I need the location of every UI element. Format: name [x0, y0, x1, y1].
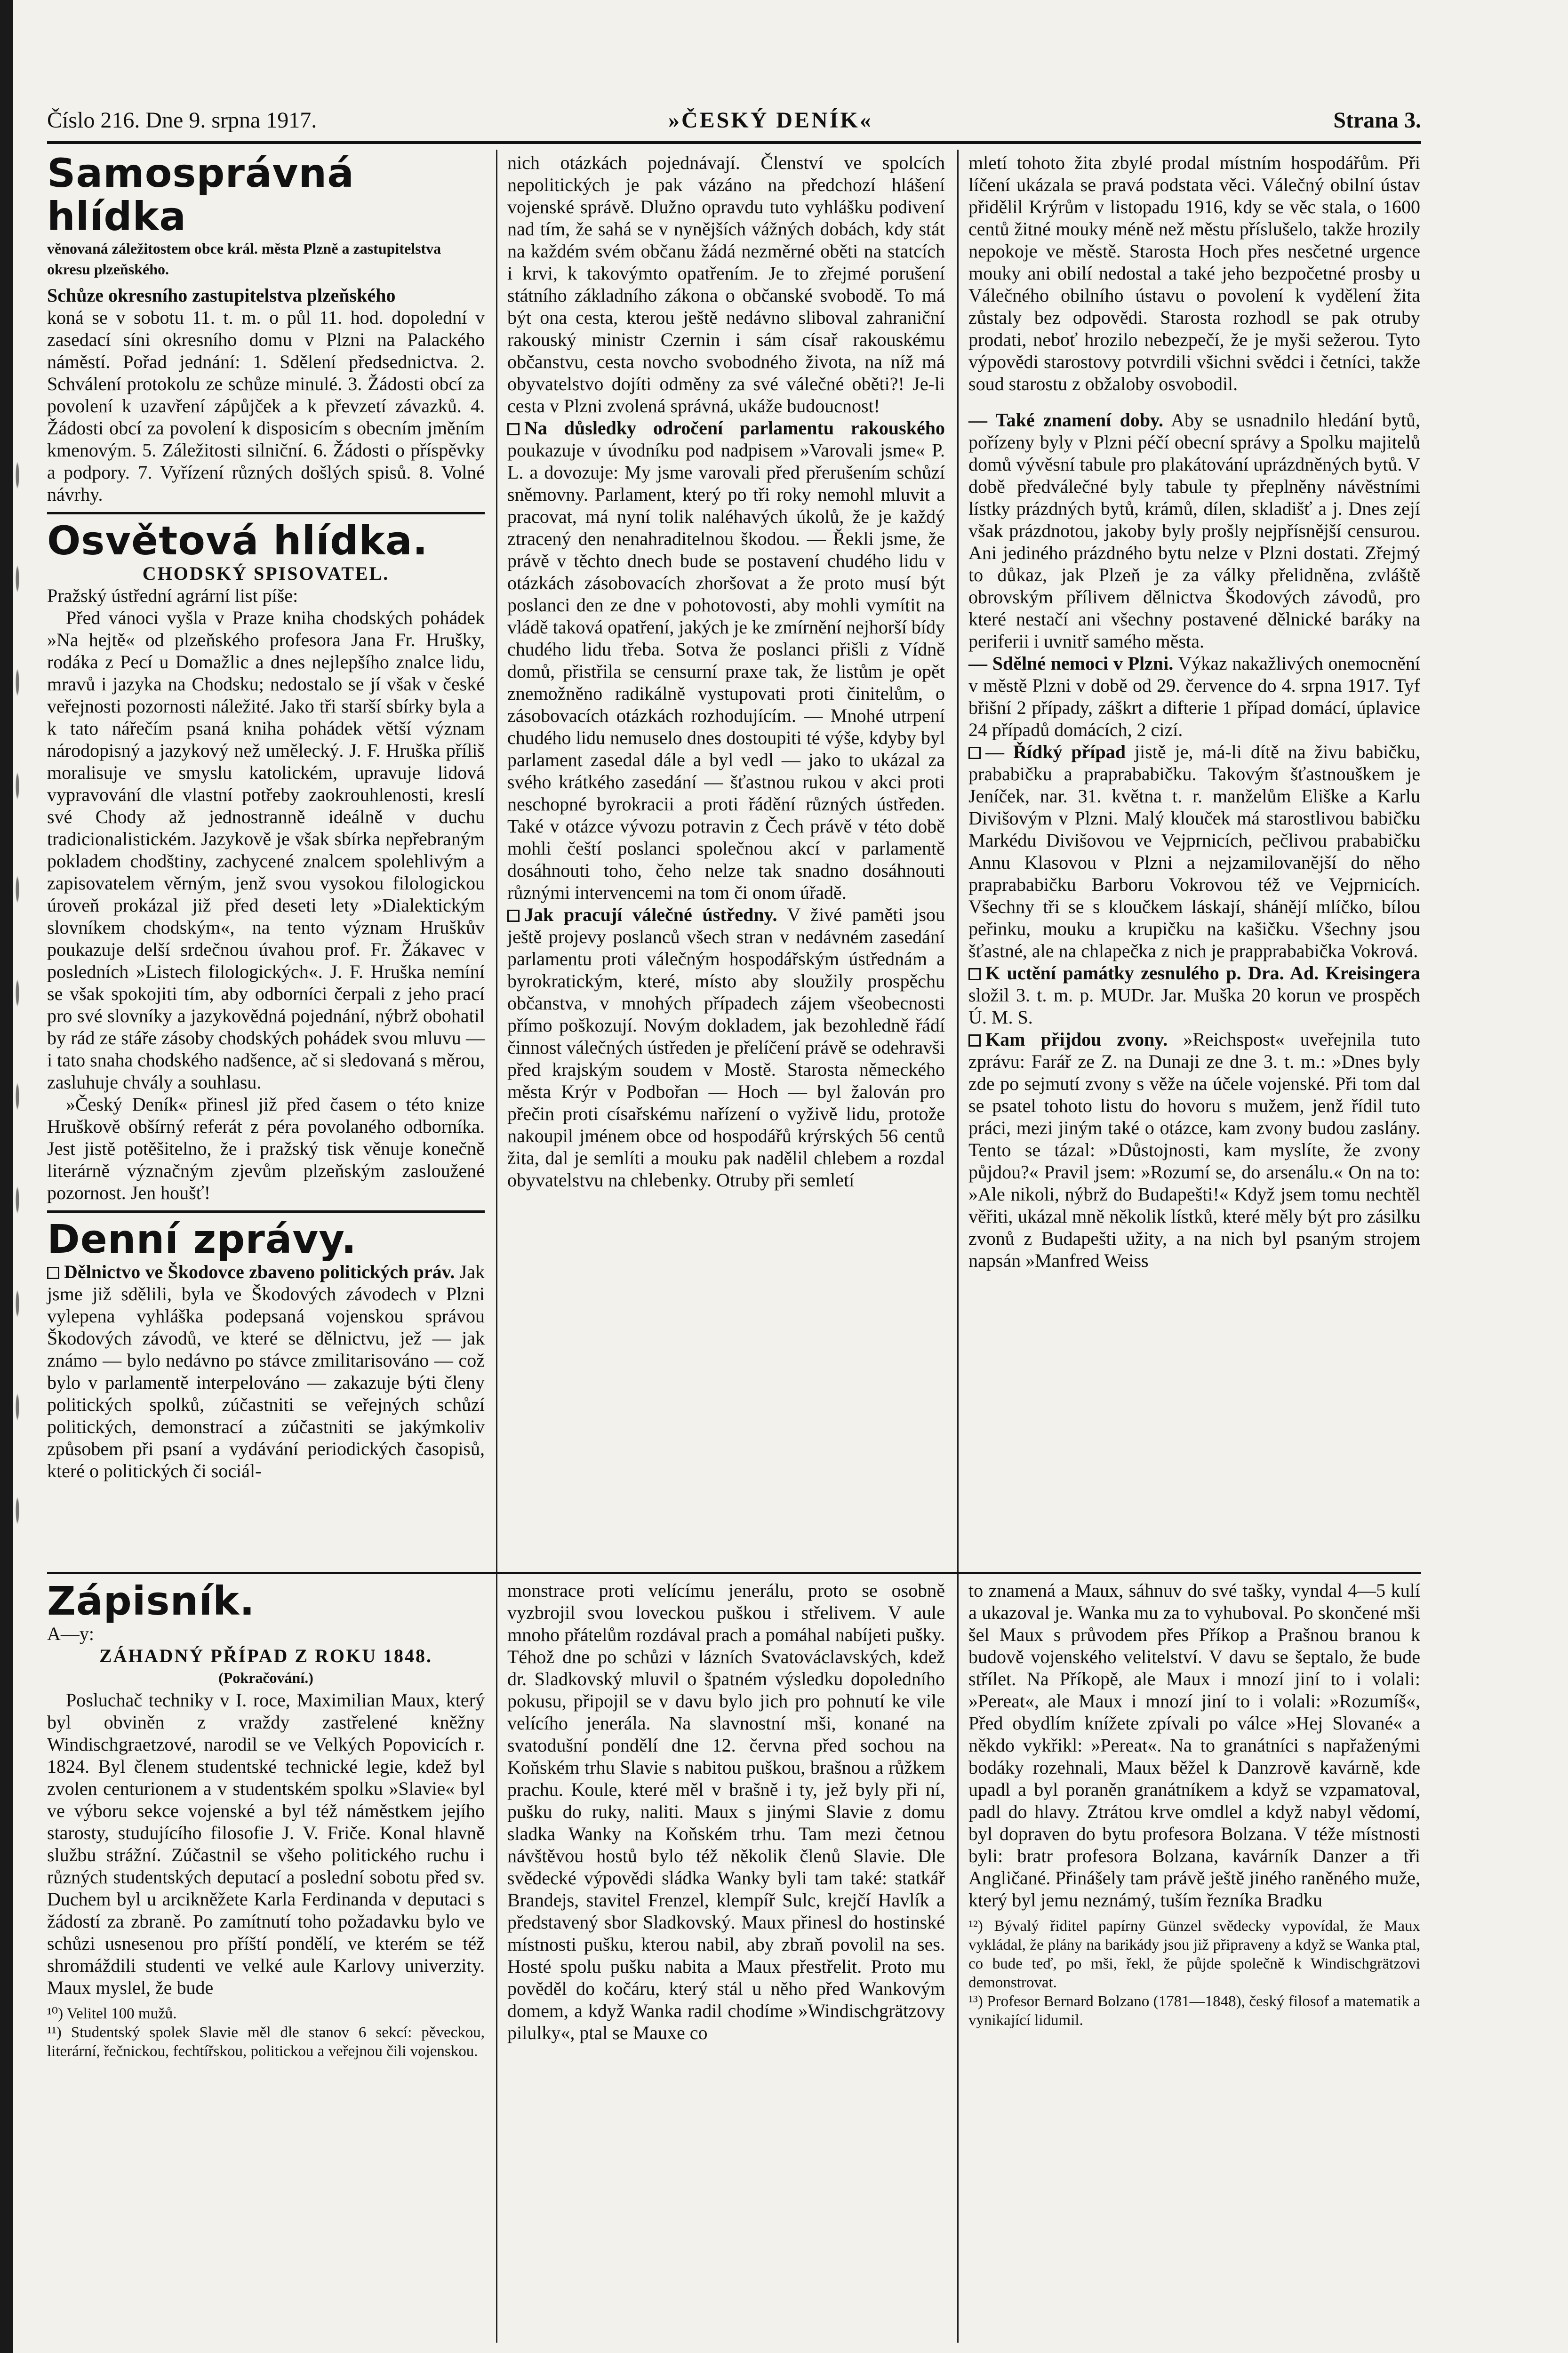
section-title-samospravna: Samosprávná hlídka: [47, 150, 354, 240]
article-body: Výkaz nakažlivých onemocnění v městě Plzni v době od 29. července do 4. srpna 1917. Tyf břišní 2 případy, záškrt a difterie 1 případ domácí, úplavice 24 případů domácích, 2 cizí.: [968, 653, 1420, 740]
feuilleton-rule: [47, 1572, 1421, 1574]
article-heading: Kam přijdou zvony.: [985, 1029, 1168, 1050]
masthead: »ČESKÝ DENÍK«: [668, 108, 873, 133]
article-heading: Dělnictvo ve Škodovce zbaveno politických práv.: [64, 1261, 455, 1282]
column-2: [507, 152, 945, 1191]
section-subtitle: věnovaná záležitostem obce král. města Plzně a zastupitelstva okresu plzeňského.: [47, 240, 441, 278]
feuilleton-column-1: [47, 1579, 485, 2061]
article-heading: — Řídký případ: [985, 741, 1126, 762]
column-rule: [496, 150, 497, 2343]
section-rule: [47, 1210, 485, 1213]
header-rule: [47, 141, 1421, 144]
footnote: ¹³) Profesor Bernard Bolzano (1781—1848), český filosof a matematik a vynikající lidumil.: [968, 1993, 1420, 2029]
continuation-note: (Pokračování.): [218, 1669, 313, 1686]
issue-date: Číslo 216. Dne 9. srpna 1917.: [47, 108, 317, 133]
footnote: ¹²) Bývalý řiditel papírny Günzel svědecky vypovídal, že Maux vykládal, že plány na barikády jsou již připraveny a když se Wanka ptal, co bude teď, po mši, řekl, že půjde společně k Windischgrätzovi demonstrovat.: [968, 1918, 1420, 1991]
section-title-osvetova: Osvětová hlídka.: [47, 518, 428, 564]
square-bullet-icon: [968, 747, 981, 759]
section-rule: [47, 512, 485, 514]
footnote: ¹¹) Studentský spolek Slavie měl dle stanov 6 sekcí: pěveckou, literární, řečnickou, fechtířskou, politickou a veřejnou čili vojenskou.: [47, 2024, 485, 2060]
feuilleton-column-2: [507, 1579, 945, 2044]
article-body: nich otázkách pojednávají. Členství ve spolcích nepolitických je pak vázáno na předchozí hlášení vojenské správě. Dlužno opravdu tuto vyhlášku podivení nad tím, že sahá se v nynějších vážných dobách, kdy stát na každém svém občanu žádá nezměrné oběti na statcích i krvi, k takovýmto opatřením. Je to zřejmé porušení státního základního zákona o občanské svobodě. To má být ona cesta, kterou ještě nedávno sliboval zahraniční rakouský ministr Czernin i sám císař rakouskému občanstvu, cesta novcho svobodného života, na níž má obyvatelstvo dojíti odměny za své válečné oběti?! Je-li cesta v Plzni zvolená správná, ukáže budoucnost!: [507, 152, 945, 416]
article-heading: CHODSKÝ SPISOVATEL.: [142, 563, 390, 584]
square-bullet-icon: [507, 423, 520, 435]
feuilleton-column-3: [968, 1579, 1420, 2030]
article-body: Jak jsme již sdělili, byla ve Škodových závodech v Plzni vylepena vyhláška podepsaná vojenskou správou Škodových závodů, ve které se dělnictvu, jež — jak známo — bylo nedávno po stávce zmilitarisováno — což bylo v parlamentě interpelováno — zakazuje býti členy politických spolků, zúčastniti se veřejných schůzí politických, demonstrací a zúčastniti se jakýmkoliv způsobem při psaní a vydávání periodických časopisů, které o politických či sociál-: [47, 1261, 485, 1481]
article-heading: Jak pracují válečné ústředny.: [524, 904, 777, 925]
article-body: mletí tohoto žita zbylé prodal místním hospodářům. Při líčení ukázala se pravá podstata věci. Válečný obilní ústav přidělil Krýrům v listopadu 1916, kdy se věc stala, o 1600 centů žitné mouky méně než městu příslušelo, takže hrozily nepokoje ve městě. Starosta Hoch přes nesčetné urgence mouky ani obilí nedostal a také jeho bezpočetné prosby u Válečného obilního ústavu o povolení k vydělení žita zůstaly bez odpovědi. Starosta rozhodl se pak otruby prodati, neboť hrozilo nebezpečí, že je myši sežerou. Tyto výpovědi starostovy potvrdili všichni svědci i četníci, takže soud starostu z obžaloby osvobodil.: [968, 152, 1420, 394]
article-body: jistě je, má-li dítě na živu babičku, prababičku a praprababičku. Takovým šťastnouškem je Jeníček, nar. 31. května t. r. manželům Eliške a Karlu Divišovým v Plzni. Malý klouček má starostlivou babičku Markédu Divišovou ve Vejprnicích, pečlivou prababičku Annu Klasovou v Plzni a nejzamilovanější do něho praprababičku Barboru Vokrovou též ve Vejprnicích. Všechny tři se s kloučkem láskají, shánějí mlíčko, bílou peřinku, mouku a krupičku na kašičku. Všechny jsou šťastné, ale na chlapečka z nich je prapprababička Vokrová.: [968, 741, 1420, 961]
square-bullet-icon: [968, 968, 981, 980]
article-body: Aby se usnadnilo hledání bytů, pořízeny byly v Plzni péčí obecní správy a Spolku majitelů domů vývěsní tabule pro plakátování uprázdněných bytů. V době předválečné byly tabule ty přeplněny návěstními lístky prázdných bytů, krámů, dílen, skladišť a j. Dnes zejí však prázdnotou, jakoby byly prošly nejpřísnější censurou. Ani jediného prázdného bytu nelze v Plzni dostati. Zřejmý to důkaz, jak Plzeň je za války přelidněna, zvláště obrovským přílivem dělnictva Škodových závodů, pro které nestačí ani všechny postavené dělnické baráky na periferii i uvnitř samého města.: [968, 409, 1420, 652]
article-body: V živé paměti jsou ještě projevy poslanců všech stran v nedávném zasedání parlamentu proti válečným hospodářským ústřednám a byrokratickým, které, místo aby sloužily prospěchu občanstva, v mnohých případech zájem všeobecnosti přímo poškozují. Novým dokladem, jak bezohledně řádí činnost válečných ústředen je přelíčení právě se odehravši před krajským soudem v Mostě. Starosta německého města Krýr v Podbořan — Hoch — byl žalován pro přečin proti císařskému nařízení o vyživě lidu, protože nakoupil jménem obce od hospodářů krýrských 56 centů žita, dal je semlíti a mouku pak nadělil chlebem a rozdal obyvatelstvu na chlebenky. Otruby při semletí: [507, 904, 945, 1191]
article-heading: K uctění památky zesnulého p. Dra. Ad. Kreisingera: [985, 962, 1420, 984]
article-body: koná se v sobotu 11. t. m. o půl 11. hod. dopolední v zasedací síni okresního domu v Plzni na Palackého náměstí. Pořad jednání: 1. Sdělení předsednictva. 2. Schválení protokolu ze schůze minulé. 3. Žádosti obcí za povolení k uzavření zápůjček a k převzetí závazků. 4. Žádosti obcí za povolení k disposicím s obecním jměním kmenovým. 5. Záležitosti silniční. 6. Žádosti o příspěvky a podpory. 7. Vyřízení různých došlých spisů. 8. Volné návrhy.: [47, 307, 485, 505]
article-heading: ZÁHADNÝ PŘÍPAD Z ROKU 1848.: [99, 1645, 433, 1666]
column-3: [968, 152, 1420, 1272]
article-body: Před vánoci vyšla v Praze kniha chodských pohádek »Na hejtě« od plzeňského profesora Jana Fr. Hrušky, rodáka z Pecí u Domažlic a dnes nejlepšího znalce lidu, mravů i jazyka na Chodsku; nedostalo se jí však v české veřejnosti pozornosti náležité. Jako tři starší sbírky byla a k tato nářečím psaná kniha pohádek větší význam národopisný a jazykový než umělecký. J. F. Hruška příliš moralisuje ve smyslu katolickém, upravuje lidová vypravování dle vlastní potřeby zaokrouhlenosti, kreslí své Chody až jednostranně ideálně v duchu tradicionalistickém. Jazykově je však sbírka nepřebraným pokladem chodštiny, zachycené znalcem spolehlivým a zapisovatelem věrným, jenž svou vysokou filologickou úroveň prokázal již před deseti lety »Dialektickým slovníkem chodským«, na tento význam Hruškův poukazuje delší srdečnou úvahou prof. Fr. Žákavec v posledních »Listech filologických«. J. F. Hruška nemíní se však spokojiti tím, aby odborníci čerpali z jeho prací pro své slovníky a jazykovědná pojednání, nýbrž obohatil by rád ze stáře zásoby chodských pohádek svou mluvu — i tato snaha chodského nadšence, ač si sledovaná s měrou, zasluhuje chvály a souhlasu.: [47, 607, 485, 1093]
article-lead: Pražský ústřední agrární list píše:: [47, 585, 298, 606]
article-body: složil 3. t. m. p. MUDr. Jar. Muška 20 korun ve prospěch Ú. M. S.: [968, 984, 1420, 1028]
article-heading: Na důsledky odročení parlamentu rakouského: [524, 417, 945, 439]
article-body: to znamená a Maux, sáhnuv do své tašky, vyndal 4—5 kulí a ukazoval je. Wanka mu za to vyhuboval. Po skončené mši šel Maux s průvodem přes Příkop a Prašnou branou k budově vojenského velitelství. V davu se šeptalo, že bude střílet. Na Příkopě, ale Maux i mnozí jiní to i volali: »Pereat«, ale Maux i mnozí jiní to i volali: »Rozumíš«, Před obydlím knížete zpívali po válce »Hej Slované« a někdo vykřikl: »Pereat«. Na to granátníci s napřaženými bodáky rozehnali, Maux běžel k Danzrově kavárně, kde upadl a byl poraněn granátníkem a když se vzpamatoval, padl do hlavy. Ztrátou krve omdlel a když nabyl vědomí, byl dopraven do bytu profesora Bolzana. V téže místnosti byli: bratr profesora Bolzana, kavárník Danzer a tři Angličané. Přinášely tam právě ještě jiného raněného muže, který byl jemu neznámý, tuším řezníka Bradku: [968, 1580, 1420, 1911]
section-title-denni: Denní zprávy.: [47, 1216, 357, 1262]
section-title-zapisnik: Zápisník.: [47, 1578, 255, 1624]
scan-holes: [10, 424, 24, 1553]
column-rule: [957, 150, 959, 2343]
article-body: »Reichspost« uveřejnila tuto zprávu: Farář ze Z. na Dunaji ze dne 3. t. m.: »Dnes byly zde po sejmutí zvony s věže na účele vojenské. Při tom dal se psatel tohoto listu do hovoru s mužem, jenž řídil tuto práci, mezi jiným také o otázce, kam zvony budou zaslány. Tento se tázal: »Důstojnosti, kam myslíte, že zvony půjdou?« Pravil jsem: »Rozumí se, do arsenálu.« On na to: »Ale nikoli, nýbrž do Budapešti!« Když jsem tomu nechtěl věřiti, ukázal mně několik lístků, které měly být pro zásilku zvonů z Budapešti užity, a na nich byl psaným strojem napsán »Manfred Weiss: [968, 1029, 1421, 1271]
square-bullet-icon: [507, 910, 520, 922]
article-body: poukazuje v úvodníku pod nadpisem »Varovali jsme« P. L. a dovozuje: My jsme varovali před přerušením schůzí sněmovny. Parlament, který po tři roky nemohl mluvit a pracovat, má nyní tolik naléhavých úkolů, že je každý ztracený den nenahraditelnou škodou. — Řekli jsme, že právě v těchto dnech bude se postavení chudého lidu v otázkách zásobovacích zhoršovat a že proto musí být poslanci den ze dne v pohotovosti, aby mohli vymítit na vládě taková opatření, jakých je ke zmírnění nejhorší bídy chudého lidu třeba. Sotva že poslanci přišli z Vídně domů, přistřila se censurní praxe tak, že listům je opět znemožněno radikálně vystupovati proti činitelům, o zásobovacích otázkách rozhodujícím. — Mnohé utrpení chudého lidu nemuselo dnes dostoupiti té výše, kdyby byl parlament zasedal dále a byl vedl — jako to ukázal za svého krátkého zasedání — šťastnou rukou v akci proti neschopné byrokracii a proti řádění různých ústředen. Také v otázce vývozu potravin z Čech právě v této době mohli čeští poslanci společnou akcí v parlamentě dosáhnouti toho, čeho nelze tak snadno dosáhnouti různými intervencemi na tom či onom úřadě.: [507, 440, 945, 903]
article-body: Posluchač techniky v I. roce, Maximilian Maux, který byl obviněn z vraždy zastřelené kněžny Windischgraetzové, narodil se ve Velkých Popovicích r. 1824. Byl členem studentské technické legie, kdež byl zvolen centurionem a v studentském spolku »Slavie« byl ve výboru sekce vojenské a byl též náměstkem jejího starosty, studujícího filosofie J. V. Friče. Konal hlavně službu strážní. Zúčastnil se všeho politického ruchu i různých studentských deputací a poslední sobotu před sv. Duchem byl u arcikněžete Karla Ferdinanda v deputaci s žádostí za zbraně. Po zamítnutí toho požadavku bylo ve schůzi usnesenou pro příští pondělí, ve kterém se též shromáždili studenti ve velké aule Karlovy univerzity. Maux myslel, že bude: [47, 1689, 485, 1998]
square-bullet-icon: [47, 1267, 59, 1279]
page-number: Strana 3.: [1333, 108, 1421, 133]
author: A—y:: [47, 1623, 94, 1644]
article-heading: — Sdělné nemoci v Plzni.: [968, 653, 1174, 674]
footnote: ¹⁰) Velitel 100 mužů.: [47, 2005, 177, 2022]
article-body: »Český Deník« přinesl již před časem o této knize Hruškově obšírný referát z péra povolaného odborníka. Jest jistě potěšitelno, že i pražský tisk věnuje konečně literárně význačným zjevům plzeňským zasloužené pozornost. Jen houšť!: [47, 1094, 485, 1203]
article-heading: Schůze okresního zastupitelstva plzeňského: [47, 285, 396, 306]
square-bullet-icon: [968, 1034, 981, 1047]
column-1: [47, 152, 485, 1482]
article-heading: — Také znamení doby.: [968, 409, 1163, 431]
page-header: [47, 107, 1421, 140]
article-body: monstrace proti velícímu jenerálu, proto se osobně vyzbrojil svou loveckou puškou i střelivem. V aule mnoho přátelům rozdával prach a pomáhal nabíjeti pušky. Téhož dne po schůzi v lázních Svatováclavských, kdež dr. Sladkovský mluvil o špatném výsledku dopoledního pokusu, připojil se v davu bylo jich pro pohnutí ke vile velícího jenerála. Na slavnostní mši, konané na svatodušní pondělí dne 12. června před sochou na Koňském trhu Slavie s nabitou puškou, brašnou a růžkem prachu. Koule, které měl v brašně i ty, jež byly při ní, pušku do ruky, naliti. Maux s jinými Slavie z domu sladka Wanky na Koňském trhu. Tam mezi četnou návštěvou hostů bylo též několik členů Slavie. Dle svědecké výpovědi sládka Wanky byli tam také: statkář Brandejs, stavitel Frenzel, klempíř Sulc, krejčí Havlík a představený sbor Sladkovský. Maux přinesl do hostinské místnosti pušku, kterou nabil, aby zbraň povolil na ses. Hosté spolu pušku nabita a Maux přestřelit. Proto mu pověděl do kočáru, který stál u něho před Wankovým domem, a když Wanka radil chodíme »Windischgrätzovy pilulky«, ptal se Mauxe co: [507, 1580, 945, 2043]
